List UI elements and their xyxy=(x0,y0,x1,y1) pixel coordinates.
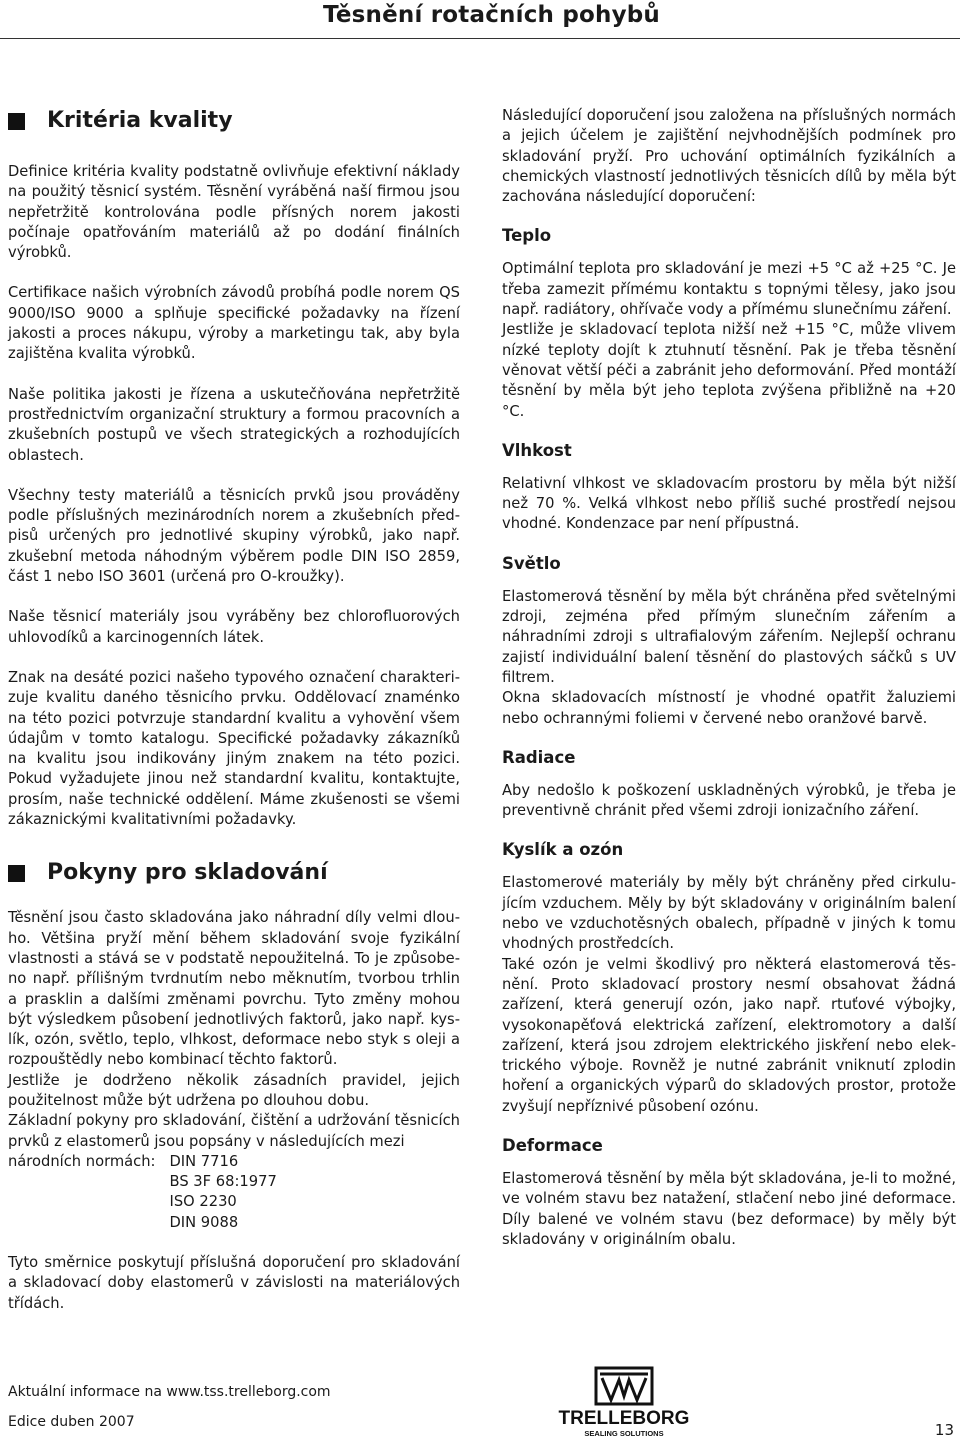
footer-info xyxy=(8,1382,331,1432)
paragraph: Těsnění jsou často skladována jako náhradní díly velmi dlouho. Většina pryží mění během skladování svoje fyzikální vlastnosti a stává se v podstatě nepoužitelná. To je způsobeno např. přílišným tvrdnutím nebo měknutím, tvorbou trhlin a prasklin a dalšími změnami povrchu. Tyto změny mohou být výsledkem působení jednotlivých faktorů, jako např. kyslík, ozón, světlo, teplo, vlhkost, deformace nebo styk s oleji a rozpouštědly nebo kombinací těchto faktorů. xyxy=(8,909,460,1069)
norm-item: DIN 7716 xyxy=(169,1152,239,1170)
left-column xyxy=(8,106,460,1314)
paragraph: Naše politika jakosti je řízena a uskutečňována nepřetržitě prostřednictvím organizační struktury a formou pracovních a zkušebních postupů ve všech strategických a rozhodujících oblastech. xyxy=(8,385,460,464)
trelleborg-logo-icon xyxy=(556,1366,692,1440)
paragraph: Relativní vlhkost ve skladovacím prostoru by měla být nižší než 70 %. Velká vlhkost nebo příliš suché prostředí nejsou vhodné. Kondenzace par není přípustná. xyxy=(502,474,956,533)
footer-website-text: Aktuální informace na www.tss.trelleborg.com xyxy=(8,1384,331,1400)
norms-block xyxy=(8,1152,460,1233)
paragraph: Aby nedošlo k poškození uskladněných výrobků, je třeba je preventivně chránit před všemi zdroji ionizačního záření. xyxy=(502,781,956,820)
norm-item: ISO 2230 xyxy=(169,1193,237,1211)
norms-list xyxy=(170,1152,277,1233)
paragraph: Znak na desáté pozici našeho typového označení charakterizuje kvalitu daného těsnicího prvku. Oddělovací znaménko na této pozici potvrzuje standardní kvalitu a vyhovění všem údajům v tomto katalogu. Specifické požadavky zákazníků na kvalitu jsou indikovány jiným znakem na této pozici. Pokud vyžadujete jinou než standardní kvalitu, kontaktujte, prosím, naše technické oddělení. Máme zkušenosti se všemi zákaznickými kvalitativními požadavky. xyxy=(8,668,460,829)
page-title: Těsnění rotačních pohybů xyxy=(323,2,660,28)
subheading-radiation: Radiace xyxy=(502,747,576,767)
paragraph: Jestliže je dodrženo několik zásadních pravidel, jejich použitelnost může být udržena po dlouhou dobu. xyxy=(8,1071,460,1109)
paragraph: Okna skladovacích místností je vhodné opatřit žaluziemi nebo ochrannými foliemi v červené nebo oranžové barvě. xyxy=(502,689,956,727)
paragraph: Elastomerové materiály by měly být chráněny před cirkulujícím vzduchem. Měly by být skladovány v originálním balení nebo ve vzduchotěsných obalech, případně v jiných k tomu vhodných prostředcích. xyxy=(502,874,956,953)
square-bullet-icon xyxy=(8,865,25,882)
section-heading-text: Kritéria kvality xyxy=(47,108,233,133)
section-heading-text: Pokyny pro skladování xyxy=(47,860,328,886)
paragraph: Také ozón je velmi škodlivý pro některá elastomerová těsnění. Proto skladovací prostory nesmí obsahovat žádná zařízení, která generují ozón, jako např. rtuťové výbojky, vysokonapěťová elektrická zařízení, elektromotory a další zařízení, která jsou zdrojem elektrického jiskření nebo elektrického výboje. Rovněž je nutné zabránit vniknutí zplodin hoření a organických výparů do skladových prostor, protože zvyšují nepříznivé působení ozónu. xyxy=(502,955,956,1115)
paragraph: Všechny testy materiálů a těsnicích prvků jsou prováděny podle příslušných mezinárodních norem a zkušebních předpisů určených pro jednotlivé skupiny výrobků, jako např. zkušební metoda náhodným výběrem podle DIN ISO 2859, část 1 nebo ISO 3601 (určená pro O-kroužky). xyxy=(8,486,460,586)
square-bullet-icon xyxy=(8,113,25,130)
section-heading-storage xyxy=(8,858,460,888)
paragraph: Certifikace našich výrobních závodů probíhá podle norem QS 9000/ISO 9000 a splňuje specifické požadavky na řízení jakosti a proces nákupu, výroby a marketingu tak, aby byla zajištěna kvalita výrobků. xyxy=(8,284,460,363)
paragraph: Tyto směrnice poskytují příslušná doporučení pro skladování a skladovací doby elastomerů v závislosti na materiálových třídách. xyxy=(8,1254,460,1312)
paragraph: Naše těsnicí materiály jsou vyráběny bez chlorofluorových uhlovodíků a karcinogenních látek. xyxy=(8,608,460,646)
logo-subtext: SEALING SOLUTIONS xyxy=(584,1429,664,1438)
logo-wordmark: TRELLEBORG xyxy=(558,1408,690,1429)
paragraph: Základní pokyny pro skladování, čištění a udržování těsnicích prvků z elastomerů jsou popsány v následujících mezi xyxy=(8,1112,460,1150)
paragraph: Elastomerová těsnění by měla být skladována, je-li to možné, ve volném stavu bez natažení, stlačení nebo jiné deformace. Díly balené ve volném stavu (bez deformace) by měly být skladovány v originálním obalu. xyxy=(502,1169,956,1248)
paragraph: Optimální teplota pro skladování je mezi +5 °C až +25 °C. Je třeba zamezit přímému kontaktu s topnými tělesy, jako jsou např. radiátory, ohřívače vody a přímému slunečnímu záření. xyxy=(502,260,956,319)
norm-item: BS 3F 68:1977 xyxy=(169,1173,277,1191)
paragraph: Elastomerová těsnění by měla být chráněna před světelnými zdroji, zejména před přímým slunečním zářením a náhradními zdroji s ultrafialovým zářením. Nejlepší ochranu zajistí individuální balení těsnění do plastových sáčků s UV filtrem. xyxy=(502,587,956,686)
page-number: 13 xyxy=(934,1421,954,1439)
paragraph: Následující doporučení jsou založena na příslušných normách a jejich účelem je zajištění nejvhodnějších podmínek pro skladování pryží. Pro uchování optimálních fyzikálních a chemických vlastností jednotlivých těsnicích dílů by měla být zachována následující doporučení: xyxy=(502,107,956,206)
subheading-heat: Teplo xyxy=(502,226,552,246)
paragraph: Definice kritéria kvality podstatně ovlivňuje efektivní náklady na použitý těsnicí systém. Těsnění vyráběná naší firmou jsou nepřetržitě kontrolována podle přísných norem jakosti počínaje opatřováním materiálů až po dodání finálních výrobků. xyxy=(8,163,460,262)
subheading-oxygen-ozone: Kyslík a ozón xyxy=(502,840,624,860)
footer-edition-text: Edice duben 2007 xyxy=(8,1414,135,1430)
right-column xyxy=(502,106,956,1250)
subheading-deformation: Deformace xyxy=(502,1135,603,1155)
paragraph: Jestliže je skladovací teplota nižší než +15 °C, může vlivem nízké teploty dojít k ztuhnutí těsnění. Pak je třeba těsnění věnovat větší péči a zabránit jeho deformování. Před montáží těsnění by měla být jeho teplota zvýšena přibližně na +20 °C. xyxy=(502,321,956,420)
page-header xyxy=(0,0,960,39)
norms-lead-text: národních normách: xyxy=(8,1152,156,1170)
subheading-light: Světlo xyxy=(502,553,561,573)
norm-item: DIN 9088 xyxy=(169,1213,239,1231)
section-heading-quality xyxy=(8,106,460,136)
subheading-humidity: Vlhkost xyxy=(502,440,572,460)
